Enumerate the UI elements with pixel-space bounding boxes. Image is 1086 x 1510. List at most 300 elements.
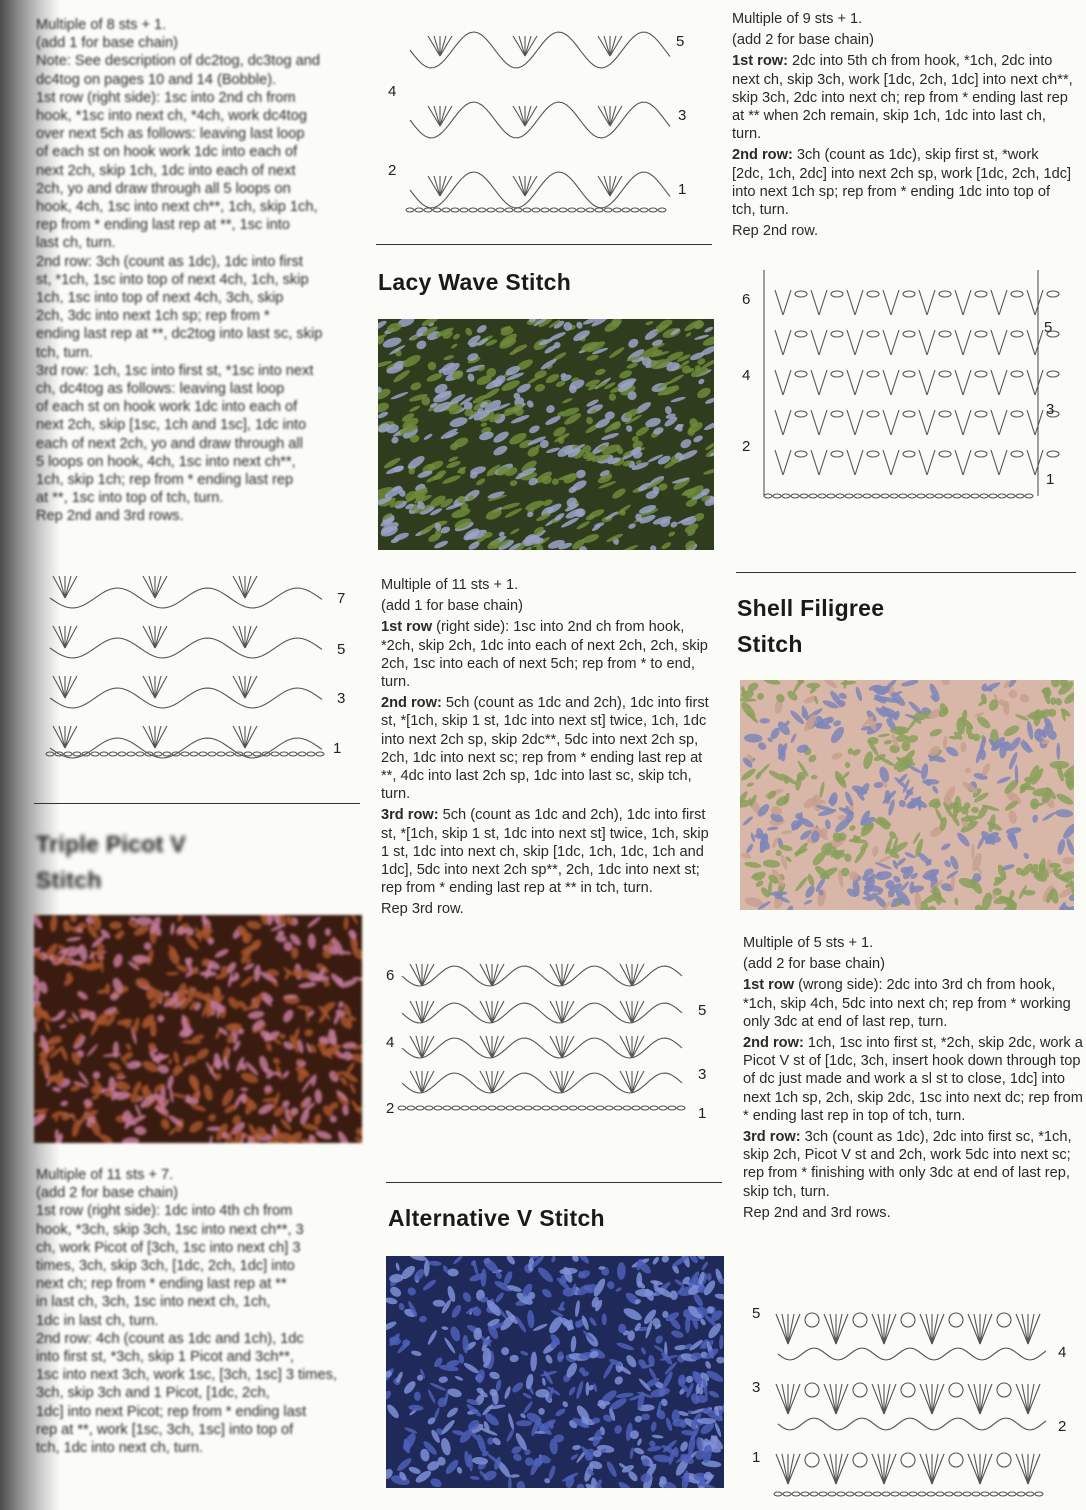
stitch-post-symbol [416, 1036, 422, 1058]
chain-stitch-symbol [497, 1106, 505, 1110]
stitch-post-symbol [776, 1314, 788, 1344]
instruction-line: hook, *3ch, skip 3ch, 1sc into next ch**, 3 [36, 1221, 304, 1238]
chain-stitch-symbol [677, 1106, 685, 1110]
stitch-post-symbol [955, 370, 963, 395]
stitch-post-symbol [155, 676, 167, 698]
instruction-line: 1sc into next 3ch, work 1sc, [3ch, 1sc] 3 times, [36, 1367, 337, 1384]
chain-stitch-symbol [926, 494, 934, 498]
stitch-post-symbol [626, 1036, 632, 1058]
chain-stitch-symbol [479, 1106, 487, 1110]
stitch-post-symbol [1027, 330, 1035, 355]
stitch-post-symbol [836, 1384, 848, 1414]
stitch-post-symbol [883, 370, 891, 395]
chain-stitch-symbol [668, 1106, 676, 1110]
stitch-post-symbol [143, 576, 155, 598]
stitch-post-symbol [927, 370, 935, 395]
top-middle-stitch-diagram [380, 10, 710, 220]
stitch-post-symbol [525, 36, 531, 56]
chain-stitch-symbol [990, 1492, 998, 1496]
stitch-post-symbol [847, 450, 855, 475]
chain-stitch-symbol [280, 752, 288, 756]
stitch-post-symbol [783, 370, 791, 395]
instruction-line: Rep 2nd and 3rd rows. [36, 508, 184, 525]
stitch-post-symbol [245, 676, 251, 698]
chain-stitch-symbol [659, 1106, 667, 1110]
chain-stitch-symbol [316, 752, 324, 756]
stitch-post-symbol [855, 330, 863, 355]
chain-stitch-symbol [100, 752, 108, 756]
stitch-post-symbol [847, 290, 855, 315]
stitch-post-symbol [932, 1384, 938, 1414]
row-instruction-text: Multiple of 5 sts + 1. [743, 935, 874, 951]
instruction-paragraph [743, 1204, 1083, 1222]
diagram-row-number: 3 [1046, 401, 1055, 418]
diagram-row-number: 5 [752, 1305, 761, 1322]
stitch-post-symbol [239, 676, 245, 698]
stitch-post-symbol [620, 1001, 632, 1023]
stitch-post-symbol [783, 450, 791, 475]
stitch-post-symbol [836, 1454, 848, 1484]
stitch-post-symbol [955, 410, 963, 435]
stitch-wave-line [50, 638, 322, 658]
row-instruction-text: Multiple of 11 sts + 1. [381, 577, 519, 593]
stitch-post-symbol [519, 106, 525, 126]
stitch-post-symbol [884, 1384, 896, 1414]
section-divider [386, 1182, 722, 1183]
instruction-line: into first st, *3ch, skip 1 Picot and 3ch**, [36, 1349, 294, 1366]
stitch-post-symbol [626, 1001, 632, 1023]
stitch-post-symbol [836, 1384, 842, 1414]
chain-stitch-symbol [613, 208, 621, 212]
stitch-post-symbol [819, 370, 827, 395]
row-label: 1st row: [732, 53, 788, 70]
chain-stitch-symbol [533, 1106, 541, 1110]
picot-symbol [805, 1313, 819, 1327]
chain-stitch-symbol [903, 371, 915, 377]
chain-stitch-symbol [864, 1492, 872, 1496]
stitch-post-symbol [932, 1314, 938, 1344]
instruction-paragraph [381, 618, 719, 691]
chain-stitch-symbol [963, 1492, 971, 1496]
picot-symbol [949, 1313, 963, 1327]
chain-stitch-symbol [831, 451, 843, 457]
stitch-post-symbol [980, 1384, 992, 1414]
instruction-line: 2ch, yo and draw through all 5 loops on [36, 180, 291, 197]
chain-stitch-symbol [795, 371, 807, 377]
chain-stitch-symbol [443, 1106, 451, 1110]
instruction-line: of each st on hook work 1dc into each of [36, 399, 298, 416]
chain-stitch-symbol [936, 1492, 944, 1496]
stitch-post-symbol [884, 1314, 896, 1344]
chain-stitch-symbol [908, 494, 916, 498]
stitch-post-symbol [932, 1454, 938, 1484]
stitch-post-symbol [963, 330, 971, 355]
stitch-post-symbol [782, 1384, 788, 1414]
diagram-row-number: 5 [698, 1002, 707, 1019]
instruction-line: in last ch, 3ch, 1sc into next ch, 1ch, [36, 1294, 271, 1311]
picot-symbol [949, 1453, 963, 1467]
diagram-row-number: 6 [742, 291, 751, 308]
stitch-post-symbol [1028, 1384, 1034, 1414]
chain-stitch-symbol [586, 208, 594, 212]
stitch-post-symbol [550, 1001, 562, 1023]
stitch-post-symbol [245, 676, 257, 698]
instruction-paragraph [743, 1034, 1083, 1125]
chain-stitch-symbol [867, 331, 879, 337]
chain-stitch-symbol [945, 1492, 953, 1496]
stitch-post-symbol [878, 1384, 884, 1414]
row-instruction-text: 5ch (count as 1dc and 2ch), 1dc into first st, *[1ch, skip 1 st, 1dc into next st] twice, 1ch, 1dc into next 2ch sp, skip 2dc**, 5dc into next 2ch sp, 2ch, 1dc into next sc; rep from * ending last rep at **, 4dc into last 2ch sp, 1dc into last sc, skip tch, turn. [381, 695, 709, 803]
chain-stitch-symbol [998, 494, 1006, 498]
stitch-post-symbol [65, 726, 77, 748]
stitch-wave-line [50, 588, 322, 608]
stitch-post-symbol [492, 1036, 498, 1058]
chain-stitch-symbol [890, 494, 898, 498]
stitch-post-symbol [855, 370, 863, 395]
instruction-paragraph [732, 10, 1074, 28]
stitch-post-symbol [610, 36, 616, 56]
instruction-line: dc4tog on pages 10 and 14 (Bobble). [36, 71, 277, 88]
stitch-post-symbol [556, 964, 562, 986]
picot-symbol [997, 1453, 1011, 1467]
stitch-post-symbol [830, 1314, 836, 1344]
diagram-row-number: 2 [742, 438, 751, 455]
stitch-post-symbol [775, 330, 783, 355]
chain-stitch-symbol [407, 1106, 415, 1110]
stitch-post-symbol [410, 1001, 422, 1023]
chain-stitch-symbol [595, 208, 603, 212]
stitch-post-symbol [610, 176, 616, 196]
chain-stitch-symbol [614, 1106, 622, 1110]
stitch-post-symbol [1035, 450, 1043, 475]
chain-stitch-symbol [623, 1106, 631, 1110]
row-instruction-text: 3ch (count as 1dc), skip first st, *work [2dc, 1ch, 2dc] into next 2ch sp, work [1dc, 2ch, 1dc] into next 1ch sp; rep from * ending 1dc into top of tch, turn. [732, 147, 1072, 219]
stitch-post-symbol [824, 1314, 836, 1344]
stitch-post-symbol [919, 370, 927, 395]
chain-stitch-symbol [939, 371, 951, 377]
chain-stitch-symbol [244, 752, 252, 756]
stitch-post-symbol [143, 676, 155, 698]
stitch-post-symbol [59, 626, 65, 648]
stitch-post-symbol [245, 576, 251, 598]
diagram-row-number: 6 [386, 967, 395, 984]
stitch-post-symbol [598, 36, 610, 56]
triple-picot-heading [36, 826, 186, 898]
chain-stitch-symbol [217, 752, 225, 756]
chain-stitch-symbol [863, 494, 871, 498]
stitch-post-symbol [519, 176, 525, 196]
chain-stitch-symbol [867, 411, 879, 417]
instruction-line: 2nd row: 4ch (count as 1dc and 1ch), 1dc [36, 1330, 304, 1347]
row-label: 2nd row: [743, 1035, 804, 1052]
stitch-post-symbol [999, 410, 1007, 435]
section-divider [736, 572, 1076, 573]
section-divider [376, 244, 712, 245]
stitch-post-symbol [811, 370, 819, 395]
chain-stitch-symbol [810, 1492, 818, 1496]
stitch-post-symbol [891, 330, 899, 355]
stitch-post-symbol [776, 1454, 788, 1484]
triple-picot-swatch-photo [34, 915, 362, 1143]
stitch-post-symbol [991, 370, 999, 395]
stitch-post-symbol [513, 106, 525, 126]
diagram-row-number: 1 [333, 740, 342, 757]
stitch-post-symbol [927, 290, 935, 315]
stitch-post-symbol [847, 410, 855, 435]
chain-stitch-symbol [307, 752, 315, 756]
stitch-post-symbol [884, 1314, 890, 1344]
chain-stitch-symbol [1026, 1492, 1034, 1496]
chain-stitch-symbol [190, 752, 198, 756]
stitch-post-symbol [486, 1001, 492, 1023]
stitch-post-symbol [878, 1454, 884, 1484]
chain-stitch-symbol [939, 451, 951, 457]
lacy-wave-instructions [381, 576, 719, 922]
stitch-post-symbol [783, 330, 791, 355]
stitch-post-symbol [480, 964, 492, 986]
stitch-post-symbol [1028, 1454, 1034, 1484]
row-label: 1st row [743, 977, 795, 994]
chain-stitch-symbol [451, 208, 459, 212]
stitch-post-symbol [59, 676, 65, 698]
instruction-line: next ch; rep from * ending last rep at ** [36, 1276, 287, 1293]
chain-stitch-symbol [208, 752, 216, 756]
stitch-post-symbol [480, 1001, 492, 1023]
instruction-line: each of next 2ch, yo and draw through all [36, 435, 303, 452]
chain-stitch-symbol [641, 1106, 649, 1110]
stitch-post-symbol [632, 1036, 638, 1058]
stitch-post-symbol [999, 290, 1007, 315]
stitch-post-symbol [428, 36, 440, 56]
row-instruction-text: 5ch (count as 1dc and 2ch), 1dc into first st, *[1ch, skip 1 st, 1dc into next st] twice, 1ch, skip 1 st, 1dc into next ch, skip [1dc, 1ch, 1dc, 1ch and 1dc], 5dc into next 2ch sp**, 2ch, 1dc into next st; rep from * ending last rep at ** in tch, turn. [381, 807, 709, 897]
section-title: Stitch [36, 867, 102, 893]
instruction-line: of each st on hook work 1dc into each of [36, 144, 298, 161]
chain-stitch-symbol [91, 752, 99, 756]
stitch-post-symbol [513, 176, 525, 196]
chain-stitch-symbol [795, 291, 807, 297]
stitch-post-symbol [980, 1384, 986, 1414]
instruction-line: ch, dc4tog as follows: leaving last loop [36, 381, 285, 398]
stitch-post-symbol [550, 1036, 562, 1058]
chain-stitch-symbol [935, 494, 943, 498]
stitch-wave-line [50, 688, 322, 708]
picot-symbol [997, 1383, 1011, 1397]
chain-stitch-symbol [550, 208, 558, 212]
stitch-post-symbol [1016, 1314, 1028, 1344]
stitch-post-symbol [480, 1071, 492, 1093]
stitch-post-symbol [927, 450, 935, 475]
chain-stitch-symbol [837, 1492, 845, 1496]
row-label: 2nd row: [732, 147, 793, 164]
stitch-post-symbol [410, 964, 422, 986]
chain-stitch-symbol [1008, 1492, 1016, 1496]
stitch-post-symbol [440, 36, 446, 56]
picot-symbol [853, 1383, 867, 1397]
chain-stitch-symbol [109, 752, 117, 756]
chain-stitch-symbol [867, 291, 879, 297]
section-title: Stitch [737, 631, 803, 657]
section-title: Shell Filigree [737, 595, 885, 621]
stitch-post-symbol [65, 626, 77, 648]
stitch-post-symbol [422, 1001, 428, 1023]
stitch-post-symbol [811, 450, 819, 475]
stitch-wave-line [402, 966, 682, 986]
stitch-wave-line [402, 1073, 682, 1093]
instruction-paragraph [743, 934, 1083, 952]
chain-stitch-symbol [622, 208, 630, 212]
diagram-row-number: 5 [337, 641, 346, 658]
instruction-line: at **, 1sc into top of tch, turn. [36, 490, 224, 507]
chain-stitch-symbol [649, 208, 657, 212]
diagram-row-number: 1 [1046, 471, 1055, 488]
chain-stitch-symbol [939, 331, 951, 337]
stitch-post-symbol [819, 290, 827, 315]
stitch-post-symbol [53, 576, 65, 598]
left-column-bottom-instructions [36, 1166, 366, 1457]
stitch-post-symbol [968, 1314, 980, 1344]
instruction-paragraph [381, 806, 719, 897]
stitch-post-symbol [233, 626, 245, 648]
stitch-post-symbol [245, 726, 251, 748]
chain-stitch-symbol [118, 752, 126, 756]
chain-stitch-symbol [809, 494, 817, 498]
shell-filigree-swatch-photo [740, 680, 1074, 910]
shell-filigree-heading [737, 590, 884, 662]
chain-stitch-symbol [944, 494, 952, 498]
row-instruction-text: (add 1 for base chain) [381, 598, 523, 615]
chain-stitch-symbol [578, 1106, 586, 1110]
chain-stitch-symbol [1047, 371, 1059, 377]
stitch-post-symbol [919, 290, 927, 315]
stitch-post-symbol [878, 1314, 884, 1344]
chain-stitch-symbol [903, 451, 915, 457]
instruction-line: rep at **, work [1sc, 3ch, 1sc] into top of [36, 1421, 294, 1438]
stitch-post-symbol [775, 410, 783, 435]
instruction-line: 5 loops on hook, 4ch, 1sc into next ch**, [36, 453, 296, 470]
diagram-row-number: 5 [676, 33, 685, 50]
picot-symbol [853, 1453, 867, 1467]
chain-stitch-symbol [559, 208, 567, 212]
stitch-post-symbol [626, 1071, 632, 1093]
stitch-post-symbol [155, 626, 161, 648]
stitch-post-symbol [556, 1036, 562, 1058]
stitch-post-symbol [991, 450, 999, 475]
section-title: Triple Picot V [36, 831, 186, 857]
stitch-post-symbol [428, 176, 440, 196]
chain-stitch-symbol [551, 1106, 559, 1110]
row-instruction-text: (wrong side): 2dc into 3rd ch from hook, *1ch, skip 4ch, 5dc into next ch; rep from * working only 3dc at end of last rep, turn. [743, 977, 1071, 1030]
lacy-wave-swatch-photo [378, 319, 714, 550]
diagram-row-number: 4 [742, 367, 751, 384]
chain-stitch-symbol [658, 208, 666, 212]
instruction-line: 1dc in last ch, turn. [36, 1312, 159, 1329]
diagram-row-number: 3 [698, 1066, 707, 1083]
stitch-post-symbol [1035, 410, 1043, 435]
chain-stitch-symbol [515, 1106, 523, 1110]
chain-stitch-symbol [605, 1106, 613, 1110]
stitch-post-symbol [486, 964, 492, 986]
stitch-post-symbol [604, 36, 610, 56]
stitch-post-symbol [1027, 370, 1035, 395]
stitch-post-symbol [1028, 1314, 1034, 1344]
stitch-wave-line [778, 1348, 1046, 1360]
row-instruction-text: (add 2 for base chain) [743, 956, 885, 973]
stitch-post-symbol [562, 1071, 568, 1093]
diagram-row-number: 3 [337, 690, 346, 707]
chain-stitch-symbol [872, 494, 880, 498]
stitch-post-symbol [920, 1314, 932, 1344]
chain-stitch-symbol [640, 208, 648, 212]
chain-stitch-symbol [801, 1492, 809, 1496]
instruction-line: 3rd row: 1ch, 1sc into first st, *1sc into next [36, 362, 314, 379]
chain-stitch-symbol [782, 494, 790, 498]
stitch-post-symbol [855, 410, 863, 435]
stitch-post-symbol [155, 576, 161, 598]
stitch-post-symbol [492, 964, 498, 986]
stitch-post-symbol [891, 290, 899, 315]
stitch-post-symbol [1035, 290, 1043, 315]
picot-symbol [997, 1313, 1011, 1327]
stitch-post-symbol [155, 726, 167, 748]
instruction-paragraph [381, 576, 719, 594]
row-label: 2nd row: [381, 695, 442, 712]
row-instruction-text: 3ch (count as 1dc), 2dc into first sc, *1ch, skip 2ch, Picot V st and 2ch, work 5dc into next sc; rep from * finishing with only 3dc at end of last rep, skip tch, turn. [743, 1129, 1072, 1200]
stitch-post-symbol [65, 676, 71, 698]
stitch-post-symbol [1022, 1314, 1028, 1344]
stitch-post-symbol [927, 330, 935, 355]
stitch-post-symbol [872, 1454, 884, 1484]
stitch-post-symbol [155, 626, 167, 648]
stitch-post-symbol [428, 106, 440, 126]
stitch-post-symbol [1022, 1454, 1028, 1484]
picot-symbol [901, 1453, 915, 1467]
stitch-post-symbol [492, 1001, 498, 1023]
chain-stitch-symbol [271, 752, 279, 756]
chain-stitch-symbol [774, 1492, 782, 1496]
row-label: 3rd row: [743, 1129, 801, 1146]
stitch-post-symbol [811, 410, 819, 435]
chain-stitch-symbol [416, 1106, 424, 1110]
stitch-post-symbol [513, 36, 525, 56]
stitch-post-symbol [830, 1384, 836, 1414]
instruction-line: Multiple of 11 sts + 7. [36, 1167, 174, 1183]
chain-stitch-symbol [425, 1106, 433, 1110]
instruction-line: 2nd row: 3ch (count as 1dc), 1dc into first [36, 253, 303, 270]
instruction-paragraph [381, 900, 719, 918]
stitch-post-symbol [884, 1454, 890, 1484]
stitch-post-symbol [1027, 410, 1035, 435]
stitch-post-symbol [525, 176, 531, 196]
section-title: Alternative V Stitch [388, 1205, 605, 1231]
stitch-post-symbol [239, 726, 245, 748]
chain-stitch-symbol [855, 1492, 863, 1496]
left-stitch-diagram [40, 568, 360, 760]
chain-stitch-symbol [980, 494, 988, 498]
instruction-line: 1st row (right side): 1sc into 2nd ch from [36, 89, 296, 106]
stitch-post-symbol [919, 410, 927, 435]
stitch-post-symbol [974, 1314, 980, 1344]
stitch-post-symbol [598, 106, 610, 126]
stitch-post-symbol [149, 726, 155, 748]
chain-stitch-symbol [488, 1106, 496, 1110]
instruction-line: 1ch, skip 1ch; rep from * ending last rep [36, 472, 294, 489]
chain-stitch-symbol [398, 1106, 406, 1110]
chain-stitch-symbol [406, 208, 414, 212]
stitch-post-symbol [782, 1314, 788, 1344]
instruction-paragraph [732, 146, 1074, 219]
instruction-paragraph [743, 955, 1083, 973]
chain-stitch-symbol [927, 1492, 935, 1496]
